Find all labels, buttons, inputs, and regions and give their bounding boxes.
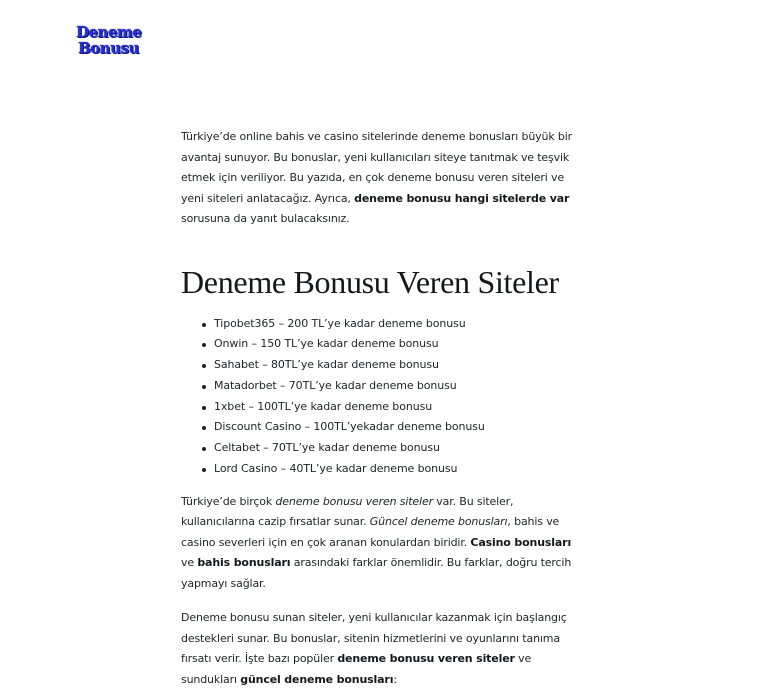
list-item: 1xbet – 100TL’ye kadar deneme bonusu bbox=[214, 397, 581, 418]
list-item: Onwin – 150 TL’ye kadar deneme bonusu bbox=[214, 334, 581, 355]
list-item: Celtabet – 70TL’ye kadar deneme bonusu bbox=[214, 438, 581, 459]
p2-text: ve bbox=[181, 556, 198, 570]
p3-bold: güncel deneme bonusları bbox=[240, 672, 394, 686]
p2-italic: Güncel deneme bonusları bbox=[369, 515, 508, 529]
logo-line-2: Bonusu bbox=[78, 39, 139, 57]
list-item: Discount Casino – 100TL’yekadar deneme bonusu bbox=[214, 417, 581, 438]
list-item: Sahabet – 80TL’ye kadar deneme bonusu bbox=[214, 355, 581, 376]
article-content bbox=[181, 127, 581, 690]
p2-italic: deneme bonusu veren siteler bbox=[275, 494, 433, 508]
p2-text: arasındaki farklar önemlidir. Bu farklar, doğru tercih yapmayı sağlar. bbox=[181, 556, 572, 590]
p2-bold: bahis bonusları bbox=[197, 556, 291, 570]
p3-text: ve sundukları bbox=[181, 652, 532, 686]
intro-paragraph bbox=[181, 127, 581, 230]
p3-bold: deneme bonusu veren siteler bbox=[337, 652, 515, 666]
site-list bbox=[181, 314, 581, 480]
p2-bold: Casino bonusları bbox=[470, 535, 572, 549]
p3-text: : bbox=[393, 672, 397, 686]
body-paragraph-3 bbox=[181, 608, 581, 690]
list-item: Matadorbet – 70TL’ye kadar deneme bonusu bbox=[214, 376, 581, 397]
p2-text: Türkiye’de birçok bbox=[181, 494, 276, 508]
logo-line-1: Deneme bbox=[76, 23, 142, 41]
p2-text: , bahis ve casino severleri için en çok aranan konulardan biridir. bbox=[181, 515, 560, 549]
p2-text: var. Bu siteler, kullanıcılarına cazip fırsatlar sunar. bbox=[181, 494, 514, 529]
section-heading: Deneme Bonusu Veren Siteler bbox=[181, 263, 559, 300]
list-item: Tipobet365 – 200 TL’ye kadar deneme bonusu bbox=[214, 314, 581, 335]
site-logo[interactable] bbox=[74, 23, 142, 64]
p3-text: Deneme bonusu sunan siteler, yeni kullanıcılar kazanmak için başlangıç destekleri sunar. Bu bonuslar, sitenin hizmetlerini ve oyunlarını tanıma fırsatı verir. İşte bazı popüler bbox=[181, 611, 567, 666]
list-item: Lord Casino – 40TL’ye kadar deneme bonusu bbox=[214, 459, 581, 480]
intro-text-end: sorusuna da yanıt bulacaksınız. bbox=[181, 212, 350, 225]
intro-text: Türkiye’de online bahis ve casino sitelerinde deneme bonusları büyük bir avantaj sunuyor. Bu bonuslar, yeni kullanıcıları siteye tanıtmak ve teşvik etmek için veriliyor. Bu yazıda, en çok deneme bonusu veren siteleri ve yeni siteleri anlatacağız. Ayrıca, bbox=[181, 130, 573, 205]
body-paragraph-2 bbox=[181, 492, 581, 595]
intro-bold: deneme bonusu hangi sitelerde var bbox=[354, 191, 570, 205]
